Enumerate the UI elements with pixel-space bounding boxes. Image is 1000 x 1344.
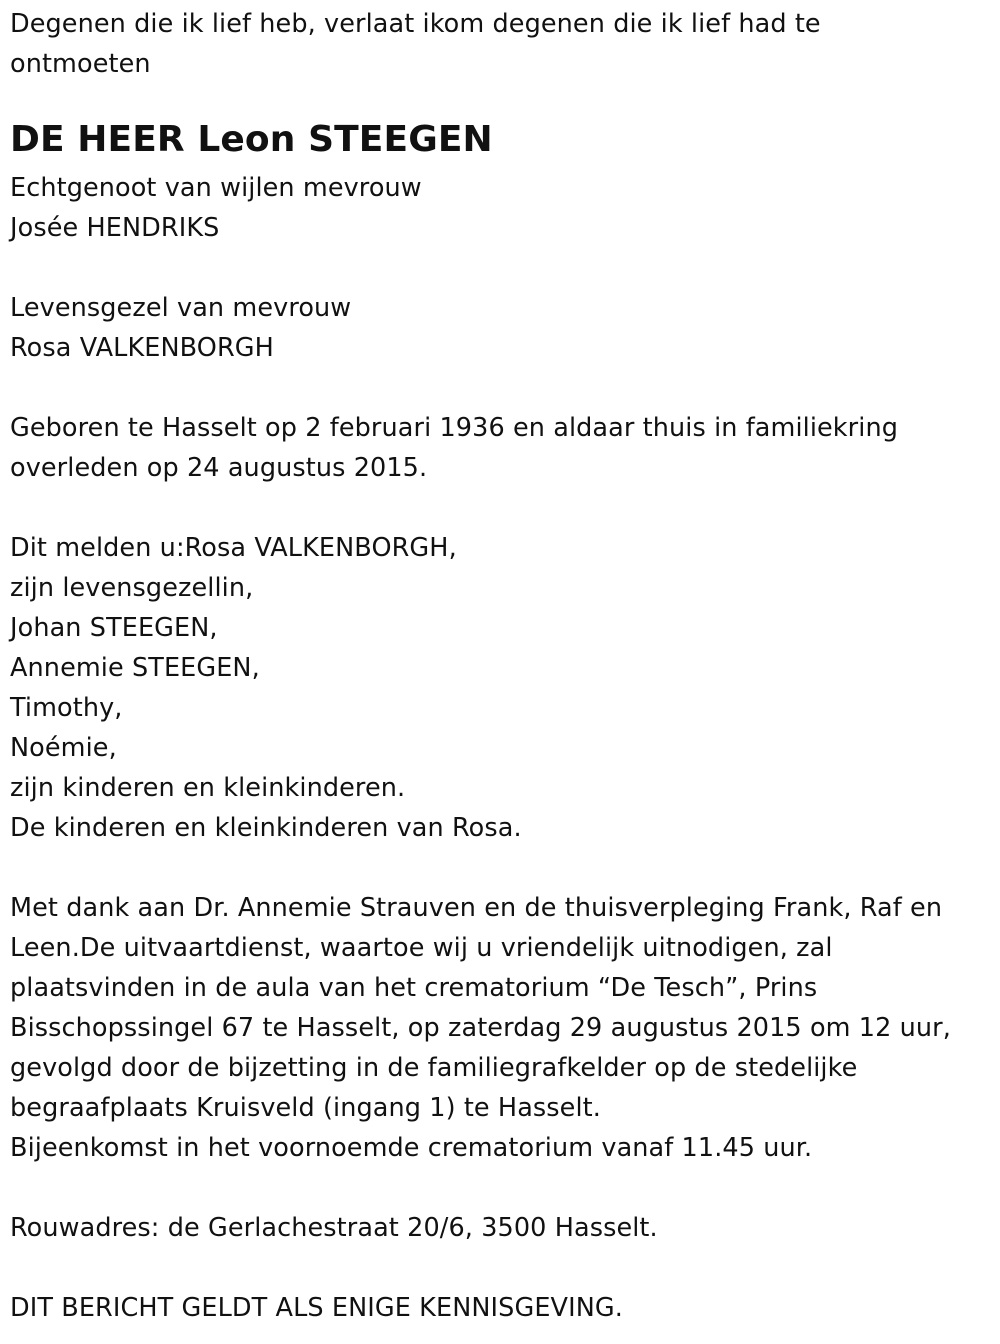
announced-by-line: Timothy, xyxy=(10,693,123,723)
announced-by-line: Johan STEEGEN, xyxy=(10,613,218,643)
spacer xyxy=(10,1248,990,1288)
spouse-line: Echtgenoot van wijlen mevrouw xyxy=(10,173,422,203)
deceased-name: DE HEER Leon STEEGEN xyxy=(10,119,493,160)
announced-by-line: zijn levensgezellin, xyxy=(10,573,254,603)
service-section xyxy=(10,888,990,1168)
spacer xyxy=(10,488,990,528)
mourning-address: Rouwadres: de Gerlachestraat 20/6, 3500 Hasselt. xyxy=(10,1213,658,1243)
service-line: Bisschopssingel 67 te Hasselt, op zaterdag 29 augustus 2015 om 12 uur, xyxy=(10,1013,951,1043)
announced-by-line: Dit melden u:Rosa VALKENBORGH, xyxy=(10,533,457,563)
announced-by-section xyxy=(10,528,990,848)
spouse-line: Josée HENDRIKS xyxy=(10,213,220,243)
birth-death-line: overleden op 24 augustus 2015. xyxy=(10,453,428,483)
service-line: Bijeenkomst in het voornoemde crematorium vanaf 11.45 uur. xyxy=(10,1133,813,1163)
service-line: Met dank aan Dr. Annemie Strauven en de thuisverpleging Frank, Raf en xyxy=(10,893,943,923)
announced-by-line: Annemie STEEGEN, xyxy=(10,653,260,683)
spacer xyxy=(10,1168,990,1208)
spacer xyxy=(10,368,990,408)
spacer xyxy=(10,248,990,288)
service-line: begraafplaats Kruisveld (ingang 1) te Hasselt. xyxy=(10,1093,601,1123)
birth-death-line: Geboren te Hasselt op 2 februari 1936 en aldaar thuis in familiekring xyxy=(10,413,898,443)
partner-section xyxy=(10,288,990,368)
announced-by-line: zijn kinderen en kleinkinderen. xyxy=(10,773,406,803)
spouse-section xyxy=(10,168,990,248)
service-line: gevolgd door de bijzetting in de familiegrafkelder op de stedelijke xyxy=(10,1053,858,1083)
notice: DIT BERICHT GELDT ALS ENIGE KENNISGEVING. xyxy=(10,1293,623,1323)
motto xyxy=(10,4,990,84)
motto-line: ontmoeten xyxy=(10,49,151,79)
announced-by-line: Noémie, xyxy=(10,733,117,763)
spacer xyxy=(10,848,990,888)
obituary-document xyxy=(10,4,990,1328)
service-line: Leen.De uitvaartdienst, waartoe wij u vriendelijk uitnodigen, zal xyxy=(10,933,833,963)
partner-line: Rosa VALKENBORGH xyxy=(10,333,274,363)
service-line: plaatsvinden in de aula van het crematorium “De Tesch”, Prins xyxy=(10,973,818,1003)
birth-death-section xyxy=(10,408,990,488)
motto-line: Degenen die ik lief heb, verlaat ikom degenen die ik lief had te xyxy=(10,9,821,39)
announced-by-line: De kinderen en kleinkinderen van Rosa. xyxy=(10,813,522,843)
partner-line: Levensgezel van mevrouw xyxy=(10,293,352,323)
